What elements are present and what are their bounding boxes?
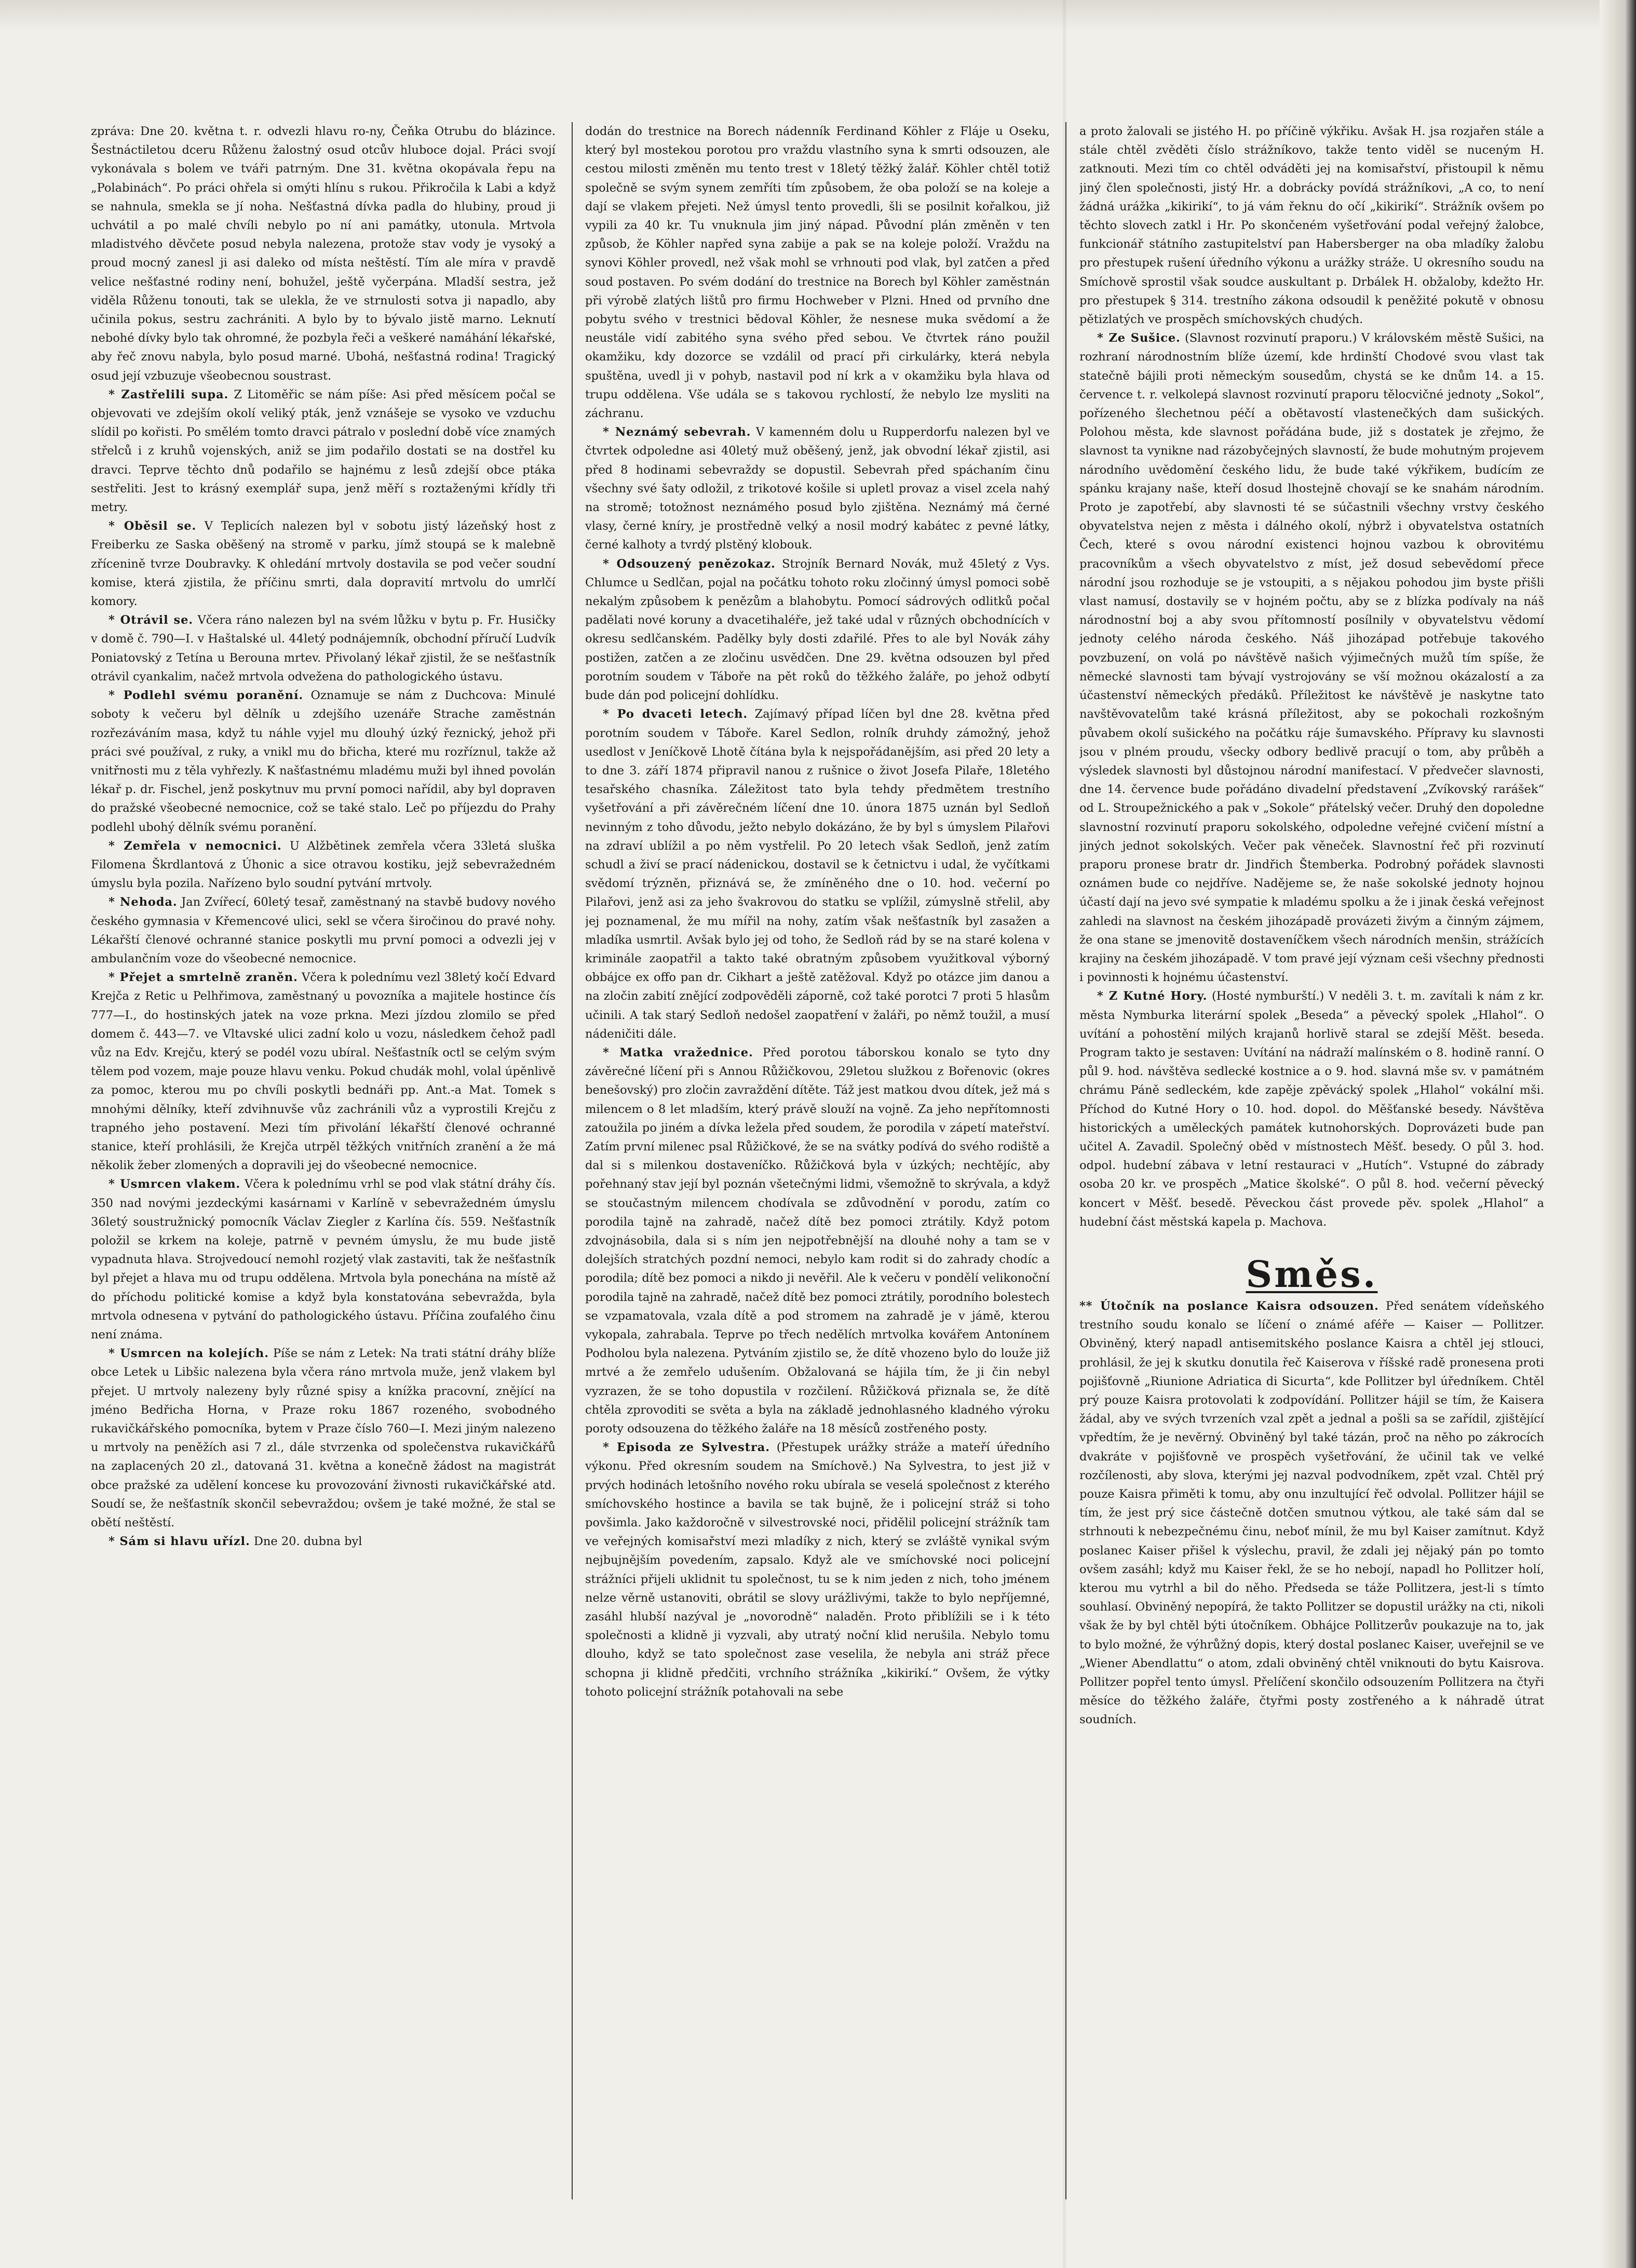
news-article — [91, 517, 556, 611]
article-headline: * Matka vražednice. — [603, 1045, 753, 1059]
news-article — [91, 122, 556, 385]
article-headline: * Zastřelili supa. — [109, 387, 229, 401]
article-body: Strojník Bernard Novák, muž 45letý z Vys. Chlumce u Sedlčan, pojal na počátku tohoto roku zločinný úmysl pomoci sobě nekalým způsobem k penězům a blahobytu. Pomocí sádrových odlitků počal padělati nové koruny a dvacetihaléře, jež také udal v různých obchodnících v okresu sedlčanském. Padělky byly dosti zdařilé. Přes to ale byl Novák záhy postižen, zatčen a ze zločinu usvědčen. Dne 29. května odsouzen byl před porotním soudem v Táboře na pět roků do těžkého žaláře, po jehož odbytí bude dán pod policejní dohlídku. — [585, 557, 1050, 703]
news-article — [585, 705, 1050, 1043]
article-headline: ** Útočník na poslance Kaisra odsouzen. — [1079, 1299, 1379, 1313]
article-body: dodán do trestnice na Borech nádenník Ferdinand Köhler z Fláje u Oseku, který byl mostekou porotou pro vraždu vlastního syna k smrti odsouzen, ale cestou milosti změněn mu tento trest v 18letý těžký žalář. Köhler chtěl totiž společně se svým synem zemříti tím způsobem, že oba položí se na koleje a dají se vlakem přejeti. Než úmysl tento provedli, šli se posilnit kořalkou, již vypili za 40 kr. Tu vnuknula jim jiný nápad. Původní plán změněn v ten způsob, že Köhler napřed syna zabije a pak se na koleje položí. Vraždu na synovi Köhler provedl, než však mohl se vrhnouti pod vlak, byl zatčen a před soud postaven. Po svém dodání do trestnice na Borech byl Köhler zaměstnán při výrobě zlatých lištů pro firmu Hochweber v Plzni. Hned od prvního dne pobytu svého v trestnici bědoval Köhler, že nesnese muka svědomí a že neustále vidí zabitého syna svého před sebou. Ve čtvrtek ráno použil okamžiku, kdy dozorce se vzdálil od prací při cirkulárky, která nebyla spuštěna, uvedl ji v pohyb, nastavil pod ní krk a v okamžiku byla hlava od trupu oddělena. Vše udála se s takovou rychlostí, že nebylo lze mysliti na záchranu. — [585, 125, 1050, 421]
article-headline: * Zemřela v nemocnici. — [109, 839, 282, 853]
article-headline: * Usmrcen na kolejích. — [109, 1347, 269, 1361]
news-article — [585, 122, 1050, 423]
article-body: Před porotou táborskou konalo se tyto dny závěrečné líčení při s Annou Růžičkovou, 29letou služkou z Bořenovic (okres benešovský) pro zločin zavraždění dítěte. Táž jest matkou dvou dítek, jež má s milencem o 8 let mladším, který právě slouží na vojně. Za jeho nepřítomnosti zatoužila po jiném a dívka ležela před soudem, že porodila v zápetí mateřství. Zatím první milenec psal Růžičkové, že se na svátky podívá do svého rodiště a dal si s milenkou dostaveníčko. Růžičková byla v úzkých; nechtějíc, aby pořehnaný stav její byl poznán všetečnými lidmi, všemožně to skrývala, a když se stoučastným milencem chodívala se zdůvodnění v porodu, zatím co porodila tajně na zahradě, načež dítě bez pomoci ztrátily. Když potom zdvojnásobila, dala si s ním jen nejpotřebnější na dlouhé nohy a tam se v dolejších stratchých pozdní nemoci, nebylo kam rodit si do zahrady chodíc a porodila; dítě bez pomoci a nikdo ji nevěřil. Ale k večeru v pondělí velikonoční porodila tajně na zahradě, načež dítě bez pomoci ztrátily, porodního bolestech se vzpamatovala, vzala dítě a pod stromem na zahradě je v jámě, kterou vykopala, zahrabala. Teprve po třech nedělích mrtvolka kovářem Antonínem Podholou byla nalezena. Pytváním zjistilo se, že dítě vhozeno bylo do louže již mrtvé a že zemřelo udušením. Obžalovaná se hájila tím, že ji čin nebyl vyzrazen, že se toho dopustila v rozčilení. Růžičková přiznala se, že dítě chtěla zprovoditi se světa a byla na základě jednohlasného kladného výroku poroty odsouzena do těžkého žaláře na 18 měsíců zostřeného posty. — [585, 1045, 1050, 1436]
article-body: (Přestupek urážky stráže a mateří úředního výkonu. Před okresním soudem na Smíchově.) Na Sylvestra, to jest již v prvých hodinách letošního nového roku ubírala se veselá společnost z kterého smíchovského hostince a bavila se tak bujně, že i policejní stráž si toho povšimla. Jako každoročně v silvestrovské noci, přidělil policejní strážník tam ve veřejných komisařství mezi mladíky z nich, který se zvláště vynikal svým nejbujnějším povedením, zapsalo. Když ale ve smíchovské noci policejní strážníci přijeli uklidnit tu společnost, tu se k nim jeden z nich, toho jménem nelze věrně ustanoviti, obrátil se slovy urážlivými, takže to bylo nepříjemné, zasáhl hlubší nazýval je „novorodně“ naladěn. Proto přiblížili se i k této společnosti a klidně ji vyzvali, aby utratý noční klid nerušila. Nebylo tomu dlouho, když se tato společnost zase veselila, že nebyla ani stráž přece schopna ji klidně předčiti, vrchního strážníka „kikirikí.“ Ovšem, že výtky tohoto policejní strážník potahovali na sebe — [585, 1441, 1050, 1699]
news-article — [1079, 329, 1544, 987]
article-headline: * Otrávil se. — [109, 613, 194, 627]
article-body: Jan Zvířecí, 60letý tesař, zaměstnaný na stavbě budovy nového českého gymnasia v Křemencové ulici, sekl se včera širočinou do pravé nohy. Lékařští členové ochranné stanice poskytli mu první pomoci a odvezli jej v ambulančním voze do všeobecné nemocnice. — [91, 895, 556, 965]
article-body: Včera k polednímu vezl 38letý kočí Edvard Krejča z Retic u Pelhřimova, zaměstnaný u povozníka a majitele hostince čís 777—I., do hostinských jatek na voze prkna. Mezi jízdou zlomilo se před domem č. 443—7. ve Vltavské ulici zadní kolo u vozu, následkem čehož padl vůz na Edv. Krejču, který se podél vozu ubíral. Nešťastník octl se celým svým tělem pod vozem, maje pouze hlavu venku. Pokud chudák mohl, volal úpěnlivě za pomoc, kterou mu po chvíli poskytli bednáři pp. Ant.-a Mat. Tomek s mnohými dělníky, kteří zdvihnuvše vůz zachránili vůz a vyprostili Krejču z trapného jeho postavení. Mezi tím přivolání lékařští členové ochranné stanice, kteří prohlásili, že Krejča utrpěl těžkých vnitřních zranění a že má několik žeber zlomených a dopravili jej do všeobecné nemocnice. — [91, 971, 556, 1173]
article-headline: * Oběsil se. — [109, 519, 197, 533]
news-article — [91, 611, 556, 686]
news-article — [91, 1532, 556, 1551]
article-headline: * Po dvaceti letech. — [603, 707, 748, 721]
article-headline: * Nehoda. — [109, 895, 178, 909]
section-heading: Směs. — [1246, 1252, 1378, 1296]
news-article — [91, 686, 556, 837]
article-body: Dne 20. dubna byl — [253, 1535, 362, 1549]
column-1 — [91, 122, 556, 2210]
article-headline: * Z Kutné Hory. — [1097, 989, 1208, 1003]
article-body: Včera ráno nalezen byl na svém lůžku v bytu p. Fr. Husičky v domě č. 790—I. v Haštalské ul. 44letý podnájemník, obchodní příručí Ludvík Poniatovský z Tetína u Berouna mrtev. Přivolaný lékař zjistil, že se nešťastník otrávil cyankalim, načež mrtvola odvežena do pathologického ústavu. — [91, 613, 556, 683]
news-article — [585, 423, 1050, 554]
newspaper-columns — [91, 122, 1545, 2210]
article-body: Oznamuje se nám z Duchcova: Minulé soboty k večeru byl dělník u zdejšího uzenáře Strache zaměstnán rozřezáváním masa, když tu náhle vyjel mu dlouhý úzký řeznický, jehož při práci své používal, z ruky, a vnikl mu do břicha, které mu rozříznul, takže až vnitřnosti mu z těla vyhřezly. K našťastnému mladému muži byl ihned povolán lékař p. dr. Fischel, jenž poskytnuv mu první pomoci nařídil, aby byl dopraven do pražské všeobecné nemocnice, což se také stalo. Leč po příjezdu do Prahy podlehl ubohý dělník svému poranění. — [91, 689, 556, 834]
news-article — [91, 968, 556, 1175]
article-headline: * Ze Sušice. — [1097, 331, 1181, 345]
news-article — [585, 555, 1050, 705]
column-2 — [585, 122, 1050, 2210]
news-article — [585, 1043, 1050, 1438]
article-body: V Teplicích nalezen byl v sobotu jistý lázeňský host z Freiberku ze Saska oběšený na stromě v parku, jímž stoupá se k malebně zřícenině tvrze Doubravky. K ohledání mrtvoly dostavila se pod večer soudní komise, která zjistila, že příčinu smrti, dala dopravití mrtvolu do umrlčí komory. — [91, 519, 556, 609]
article-body: U Alžbětinek zemřela včera 33letá sluška Filomena Škrdlantová z Úhonic a sice otravou kostiku, jejž sebevražedném úmyslu byla pozila. Nařízeno bylo soudní pytvání mrtvoly. — [91, 839, 556, 891]
page-right-edge — [1600, 0, 1636, 2268]
news-article — [1079, 987, 1544, 1231]
news-article — [1079, 122, 1544, 329]
article-body: Zajímavý případ líčen byl dne 28. května před porotním soudem v Táboře. Karel Sedlon, rolník druhdy zámožný, jehož usedlost v Jeníčkově Lhotě čítána byla k nejspořádanějším, asi před 20 lety a to dne 3. září 1874 připravil nanou z rušnice o život Josefa Pilaře, 18letého tesařského chasníka. Záležitost tato byla tehdy předmětem trestního vyšetřování a při závěrečném líčení dne 10. února 1875 uznán byl Sedloň nevinným z toho důvodu, ježto nebylo dokázáno, že by byl s úmyslem Pilařovi na zdraví ublížil a po něm vystřelil. Po 20 letech však Sedloň, jenž zatím schudl a živí se prací nádenickou, dostavil se k četnictvu i udal, že vyčítkami svědomí trýzněn, přiznává se, že zmíněného dne o 10. hod. večerní po Pilařovi, jenž asi za jeho švakrovou do statku se vplížil, zúmyslně střelil, aby jej poznamenal, že mu mířil na nohy, zatím však nešťastník byl zasažen a mladíka usmrtil. Avšak bylo jej od toho, že Sedloň rád by se na staré kolena v kriminále zaopatřil a takto také obratným způsobem využitkoval výborný obbájce ex offo pan dr. Cikhart a ještě zatěžoval. Když po otázce jim danou a na zločin zabití znějící zodpověděli záporně, což také porotci 7 proti 5 hlasům učinili. A tak starý Sedloň nedošel zaopatření v žaláři, po němž toužil, a musí nádeničiti dále. — [585, 707, 1050, 1041]
article-headline: * Usmrcen vlakem. — [109, 1177, 241, 1191]
article-headline: * Neznámý sebevrah. — [603, 425, 751, 439]
column-3 — [1079, 122, 1544, 2210]
news-article — [1079, 1297, 1544, 1729]
article-headline: * Přejet a smrtelně zraněn. — [109, 971, 298, 985]
news-article — [91, 1344, 556, 1532]
article-body: V kamenném dolu u Rupperdorfu nalezen byl ve čtvrtek odpoledne asi 40letý muž oběšený, jenž, jak obvodní lékař zjistil, asi před 8 hodinami sebevraždy se dopustil. Sebevrah před spáchaním činu všechny své šaty odložil, z trikotové košile si upletl provaz a visel zcela nahý na stromě; totožnost neznámého posud bylo zjištěna. Neznámý má černé vlasy, černé kníry, je prostředně velký a nosil modrý kabátec z pevné látky, černé kalhoty a tvrdý plstěný klobouk. — [585, 425, 1050, 552]
page-top-edge — [0, 0, 1636, 31]
news-article — [91, 1175, 556, 1344]
news-article — [585, 1438, 1050, 1701]
article-body: (Hosté nymburští.) V neděli 3. t. m. zavítali k nám z kr. města Nymburka literární spolek „Beseda“ a pěvecký spolek „Hlahol“. O uvítání a pohostění milých krajanů horlivě staral se zdejší Měšt. beseda. Program takto je sestaven: Uvítání na nádraží malínském o 8. hodině ranní. O půl 9. hod. návštěva sedlecké kostnice a o 9. hod. slavná mše sv. v památném chrámu Páně sedleckém, kde zapěje zpěvácký spolek „Hlahol“ vokální mši. Příchod do Kutné Hory o 10. hod. dopol. do Měšťanské besedy. Návštěva historických a uměleckých památek kutnohorských. Doprovázeti bude pan učitel A. Zavadil. Společný oběd v místnostech Měšť. besedy. O půl 3. hod. odpol. hudební zábava v letní restauraci v „Hutích“. Vstupné do zábrady osoba 20 kr. ve prospěch „Matice školské“. O půl 8. hod. večerní pěvecký koncert v Měšť. besedě. Pěveckou část provede pěv. spolek „Hlahol“ a hudební část městská kapela p. Machova. — [1079, 989, 1544, 1229]
news-article — [91, 385, 556, 517]
article-headline: * Sám si hlavu uřízl. — [109, 1535, 250, 1549]
article-body: a proto žalovali se jistého H. po příčině výkřiku. Avšak H. jsa rozjařen stále a stále chtěl zvěděti číslo strážníkovo, takže tento viděl se nuceným H. zatknouti. Mezi tím co chtěl odváděti jej na komisařství, přistoupil k němu jiný člen společnosti, jistý Hr. a dobrácky povídá strážníkovi, „A co, to není žádná urážka „kikirikí“, to já vám řeknu do očí „kikirikí“. Strážník ovšem po těchto slovech zatkl i Hr. Po skončeném vyšetřování podal veřejný žalobce, funkcionář státního zastupitelství pan Habersberger na oba mladíky žalobu pro přestupek rušení úředního výkonu a urážky stráže. U okresního soudu na Smíchově sprostil však soudce auskultant p. Drbálek H. obžaloby, kdežto Hr. pro přestupek § 314. trestního zákona odsoudil k peněžité pokutě v obnosu pětizlatých ve prospěch smíchovských chudých. — [1079, 125, 1544, 327]
article-headline: * Episoda ze Sylvestra. — [603, 1441, 770, 1455]
article-body: Před senátem vídeňského trestního soudu konalo se líčení o známé aféře — Kaiser — Pollitzer. Obviněný, který napadl antisemitského poslance Kaisra a chtěl jej stlouci, prohlásil, že jej k skutku donutila řeč Kaiserova v říšské radě pronesena proti pojišťovně „Riunione Adriatica di Sicurta“, kde Pollitzer byl úředníkem. Chtěl prý pouze Kaisra protovolati k zodpovídání. Pollitzer hájil se tím, že Kaisera žádal, aby ve svých tvrzeních vzal zpět a jednal a pošli sa se zařídil, zjištějící vpředtím, že je nevěrný. Obviněný byl také tázán, proč na něho po zákrocích dvakráte v pojišťovně ve prospěch vyšetřování, že učinil tak ve velké rozčílenosti, aby slova, kterými jej nazval podvodníkem, zpět vzal. Chtěl prý pouze Kaisra přiměti k tomu, aby onu inzultující řeč odvolal. Pollitzer hájil se tím, že jest prý sice částečně dotčen smutnou výtkou, ale také sám dal se strhnouti k nebezpečnému činu, neboť mínil, že mu byl Kaiser zamítnut. Když poslanec Kaiser přišel k výslechu, pravil, že zdali jej nějaký pán po tomto ovšem zasáhl; když mu Kaiser řekl, že se ho nebojí, napadl ho Pollitzer holí, kterou mu vytrhl a bil do něho. Předseda se táže Pollitzera, jest-li s tímto souhlasí. Obviněný nepopírá, že takto Pollitzer se dopustil urážky na cti, nikoli však že by byl chtěl býti útočníkem. Obhájce Pollitzerův poukazuje na to, jak to bylo možné, že výhrůžný dopis, který dostal poslanec Kaiser, uveřejnil se ve „Wiener Abendlattu“ o atom, zdali obviněný chtěl vniknouti do bytu Kaisrova. Pollitzer popřel tento úmysl. Přelíčení skončilo odsouzením Pollitzera na čtyři měsíce do těžkého žaláře, čtyřmi posty zostřeného a k náhradě útrat soudních. — [1079, 1299, 1544, 1727]
article-body: Píše se nám z Letek: Na trati státní dráhy blíže obce Letek u Libšic nalezena byla včera ráno mrtvola muže, jenž vlakem byl přejet. U mrtvoly nalezeny byly různé spisy a knížka pracovní, znějící na jméno Bedřicha Horna, v Praze roku 1867 rozeného, svobodného rukavičkářského pomocníka, bytem v Praze číslo 760—I. Mezi jiným nalezeno u mrtvoly na peněžích asi 7 zl., dále stvrzenka od společenstva rukavičkářů na zaplacených 20 zl., datovaná 31. května a konečně žádost na magistrát obce pražské za udělení koncese ku provozování živnosti rukavičkářské atd. Soudí se, že nešťastník skončil sebevraždou; ovšem je také možné, že stal se obětí neštěstí. — [91, 1347, 556, 1530]
article-headline: * Odsouzený penězokaz. — [603, 557, 776, 571]
article-body: Z Litoměřic se nám píše: Asi před měsícem počal se objevovati ve zdejším okolí veliký pták, jenž vznášeje se vysoko ve vzduchu slídil po kořisti. Po smělém tomto dravci pátralo v poslední době více znamých střelců i z kruhů vojenských, aniž se jim podařilo dostati se na dostřel ku dravci. Teprve těchto dnů podařilo se hajnému z lesů zdejší obce ptáka sestřeliti. Jest to krásný exemplář supa, jenž měří s roztaženými křídly tři metry. — [91, 387, 556, 515]
news-article — [91, 837, 556, 893]
news-article — [91, 893, 556, 968]
article-headline: * Podlehl svému poranění. — [109, 689, 304, 703]
article-body: zpráva: Dne 20. května t. r. odvezli hlavu ro-ny, Čeňka Otrubu do blázince. Šestnáctiletou dceru Růženu žalostný osud otcův hluboce dojal. Práci svojí vykonávala s bolem ve tváři patrným. Dne 31. května okopávala řepu na „Polabinách“. Po práci ohřela si omýti hlínu s rukou. Přikročila k Labi a když se nahnula, smekla se jí noha. Nešťastná dívka padla do hlubiny, proud ji uchvátil a po malé chvíli nebylo po ní ani památky, utonula. Mrtvola mladistvého děvčete posud nebyla nalezena, protože stav vody je vysoký a proud mocný zanesl ji asi daleko od místa neštěstí. Tím ale míra v pravdě velice nešťastné rodiny není, bohužel, ještě vyčerpána. Mladší sestra, jež viděla Růženu tonouti, tak se ulekla, že ve strnulosti sotva ji napadlo, aby učinila pokus, sestru zachrániti. A bylo by to bývalo jistě marno. Leknutí nebohé dívky bylo tak ohromné, že pozbyla řeči a veškeré namáhání lékařské, aby řeč znovu nabyla, bylo posud marné. Ubohá, nešťastná rodina! Tragický osud její vzbuzuje všeobecnou soustrast. — [91, 125, 556, 383]
article-body: (Slavnost rozvinutí praporu.) V královském městě Sušici, na rozhraní národnostním blíže území, kde hrdinští Chodové svou vlast tak statečně bájili proti německým sousedům, chystá se ke dnům 14. a 15. července t. r. velkolepá slavnost rozvinutí praporu tělocvičné jednoty „Sokol“, pořízeného šlechetnou péčí a obětavostí vlastenečkých dam sušických. Polohou města, kde slavnost pořádána bude, již s dostatek je zřejmo, že slavnost ta vynikne nad rázobyčejných slavností, že bude mohutným projevem národního uvědomění českého lidu, že bude také výkřikem, budícím ze spánku krajany naše, kteří dosud lhostejně chovají se ke snahám národním. Proto je zapotřebí, aby slavnosti té se súčastnili všechny vrstvy českého obyvatelstva nejen z města i dálného okolí, nýbrž i obyvatelstva ostatních Čech, které s ovou národní existenci hojnou vazbou k obrovitému pracovníkům a všech obyvatelstvo z míst, jež dosud sebevědomí přece národní jsou rozhoduje se je vstoupiti, a s nějakou pohodou jim byste přišli vlast namusí, dostavily se v hojném počtu, aby se z blízka podívaly na náš národnostní boj a aby svou přítomností posílnily v obyvatelstvu vědomí jednoty celého národa českého. Náš jihozápad potřebuje takového povzbuzení, on volá po návštěvě našich výjimečných mužů tím spíše, že německé slavnosti tam bývají vystrojovány se vší možnou okázalostí a za účastenství německých předáků. Příležitost ke návštěvě je naskytne tato navštěvovatelům také krásná příležitost, aby se pokochali rozkošným půvabem okolí sušického na počátku ráje šumavského. Přípravy ku slavnosti jsou v plném proudu, všecky odbory bedlivě pracují o tom, aby průběh a výsledek slavnosti byl důstojnou národní manifestací. V předvečer slavnosti, dne 14. července bude pořádáno divadelní představení „Zvíkovský rarášek“ od L. Stroupežnického a pak v „Sokole“ přátelský večer. Druhý den dopoledne slavnostní rozvinutí praporu sokolského, odpoledne veřejné cvičení místní a jiných jednot sokolských. Večer pak věneček. Slavnostní řeč při rozvinutí praporu pronese bratr dr. Jindřich Štemberka. Podrobný pořádek slavnosti oznámen bude co nejdříve. Nadějeme se, že naše sokolské jednoty hojnou účastí dají na jevo své sympatie k mladému spolku a že i jinak česká veřejnost zahledi na slavnost na českém jihozápadě provázeti živým a činným zájmem, že ona stane se jmenovitě dostaveníčkem všech národních menšin, strážících krajiny na českém jihozápadě. V tom pravé její význam ceši všechny přednosti i povinnosti k hojnému účastenství. — [1079, 331, 1544, 985]
article-body: Včera k polednímu vrhl se pod vlak státní dráhy čís. 350 nad novými jezdeckými kasárnami v Karlíně v sebevražedném úmyslu 36letý soustružnický pomocník Václav Ziegler z Karlína čís. 559. Nešťastník položil se krkem na koleje, patrně v pevném úmyslu, že mu bude jistě vypadnuta hlava. Strojvedoucí nemohl rozjetý vlak zastaviti, tak že nešťastník byl přejet a hlava mu od trupu oddělena. Mrtvola byla ponechána na místě až do příchodu politické komise a když byla konstatována sebevražda, byla mrtvola odnesena v pytvání do pathologického ústavu. Příčina zoufalého činu není známa. — [91, 1177, 556, 1341]
